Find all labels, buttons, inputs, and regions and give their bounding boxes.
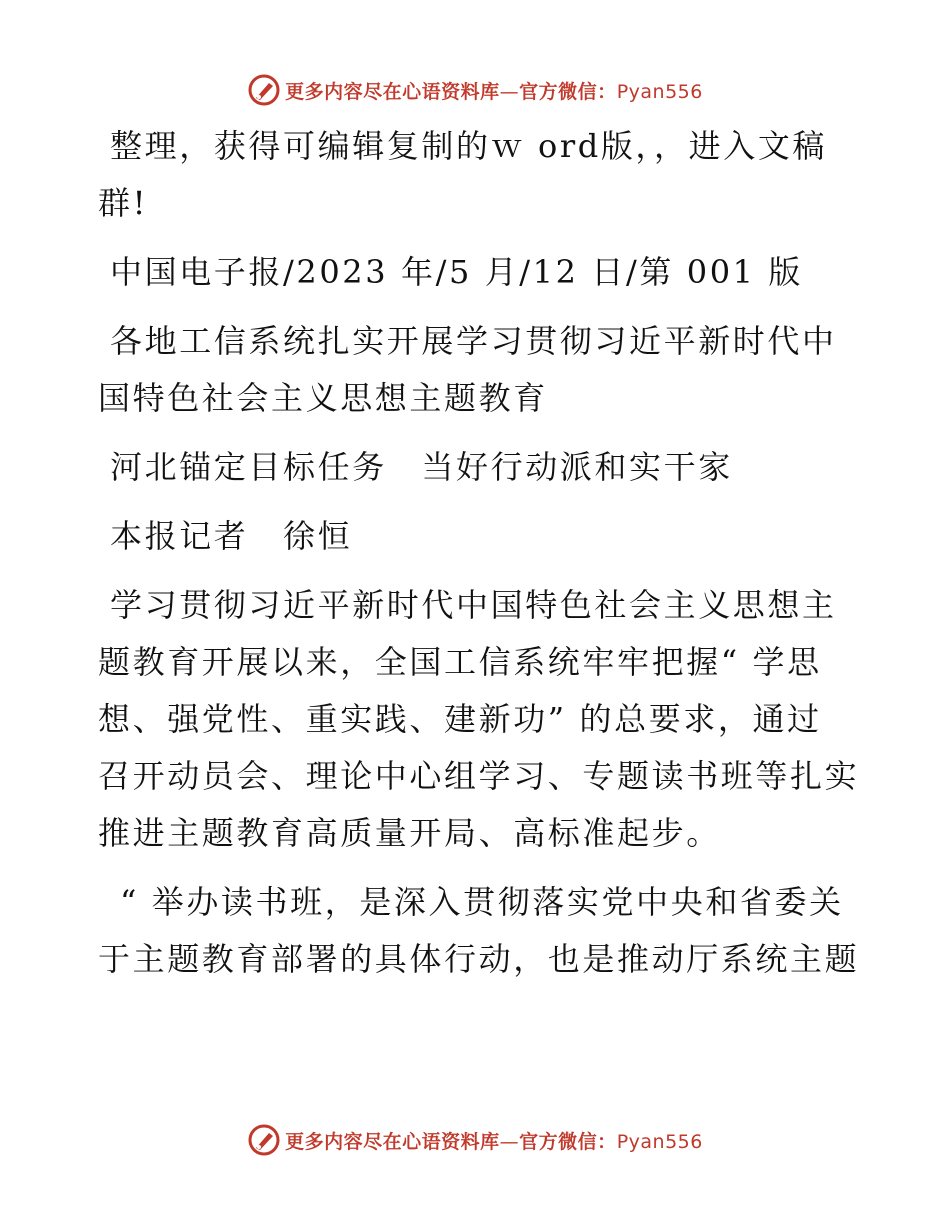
paragraph-source	[98, 244, 868, 301]
text-line: 群!	[98, 184, 149, 222]
text-line: 题教育开展以来，全国工信系统牢牢把握“ 学思	[98, 643, 822, 681]
text-line: 想、强党性、重实践、建新功” 的总要求，通过	[98, 700, 822, 738]
pen-logo-icon	[247, 73, 281, 107]
watermark-text: 更多内容尽在心语资料库—官方微信：Pyan556	[285, 80, 703, 103]
text-line: 各地工信系统扎实开展学习贯彻习近平新时代中	[110, 322, 837, 360]
text-line: 本报记者 徐恒	[110, 517, 353, 555]
text-line: 整理，获得可编辑复制的ｗ ord版，，进入文稿	[110, 127, 828, 165]
paragraph-headline	[98, 313, 868, 427]
paragraph-subtitle	[98, 439, 868, 496]
text-line: “ 举办读书班，是深入贯彻落实党中央和省委关	[120, 883, 844, 921]
paragraph-body-2	[98, 874, 868, 988]
watermark-text: 更多内容尽在心语资料库—官方微信：Pyan556	[285, 1130, 703, 1153]
text-line: 学习贯彻习近平新时代中国特色社会主义思想主	[110, 586, 837, 624]
footer-watermark	[0, 1120, 950, 1160]
paragraph-byline	[98, 508, 868, 565]
text-line: 于主题教育部署的具体行动，也是推动厅系统主题	[98, 940, 860, 978]
text-line: 中国电子报/2023 年/5 月/12 日/第 001 版	[110, 253, 803, 291]
document-body	[98, 118, 868, 988]
text-line: 河北锚定目标任务 当好行动派和实干家	[110, 448, 733, 486]
header-watermark	[0, 70, 950, 110]
paragraph-body-1	[98, 577, 868, 862]
text-line: 召开动员会、理论中心组学习、专题读书班等扎实	[98, 757, 860, 795]
text-line: 国特色社会主义思想主题教育	[98, 379, 548, 417]
text-line: 推进主题教育高质量开局、高标准起步。	[98, 814, 721, 852]
pen-logo-icon	[247, 1123, 281, 1157]
paragraph-intro	[98, 118, 868, 232]
